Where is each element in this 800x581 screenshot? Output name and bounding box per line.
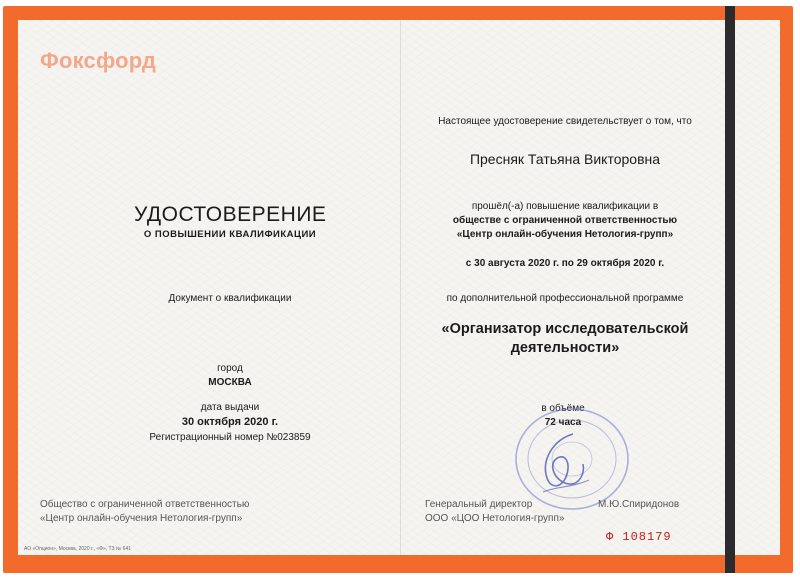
signature [533, 430, 593, 500]
registration-number: Регистрационный номер №023859 [149, 432, 311, 443]
director-name: М.Ю.Спиридонов [598, 499, 680, 510]
director-org: ООО «ЦОО Нетология-групп» [425, 513, 565, 524]
certificate-title: УДОСТОВЕРЕНИЕ [134, 203, 327, 226]
program-title-line1: «Организатор исследовательской [441, 321, 689, 337]
program-title-line2: деятельности» [510, 340, 620, 356]
city-label: город [217, 363, 243, 374]
city-value: МОСКВА [208, 377, 252, 388]
printer-note: АО «Опцион», Москва, 2020 г., «Ф», ТЗ № 641 [24, 546, 132, 552]
foxford-logo: Фоксфорд [40, 48, 157, 73]
company-line2: «Центр онлайн-обучения Нетология-групп» [456, 229, 674, 240]
certificate-subtitle: О ПОВЫШЕНИИ КВАЛИФИКАЦИИ [143, 229, 317, 240]
volume-label: в объёме [541, 403, 585, 414]
intro-text: Настоящее удостоверение свидетельствует о том, что [438, 116, 692, 127]
director-title: Генеральный директор [425, 499, 533, 510]
issuer-org-line2: «Центр онлайн-обучения Нетология-групп» [40, 513, 243, 524]
issue-date-value: 30 октября 2020 г. [181, 416, 279, 428]
passed-text: прошёл(-а) повышение квалификации в [471, 201, 659, 212]
issue-date-label: дата выдачи [200, 402, 260, 413]
study-period: с 30 августа 2020 г. по 29 октября 2020 г. [465, 258, 665, 269]
document-type: Документ о квалификации [168, 293, 292, 304]
volume-value: 72 часа [544, 417, 582, 428]
program-intro: по дополнительной профессиональной программе [446, 293, 684, 304]
center-fold [400, 20, 401, 555]
company-line1: обществе с ограниченной ответственностью [452, 215, 678, 226]
binding-strip [725, 6, 735, 573]
certificate-paper [18, 20, 780, 555]
issuer-org-line1: Общество с ограниченной ответственностью [40, 499, 250, 510]
holder-name: Пресняк Татьяна Викторовна [469, 151, 661, 167]
serial-number: Ф 108179 [606, 530, 672, 544]
